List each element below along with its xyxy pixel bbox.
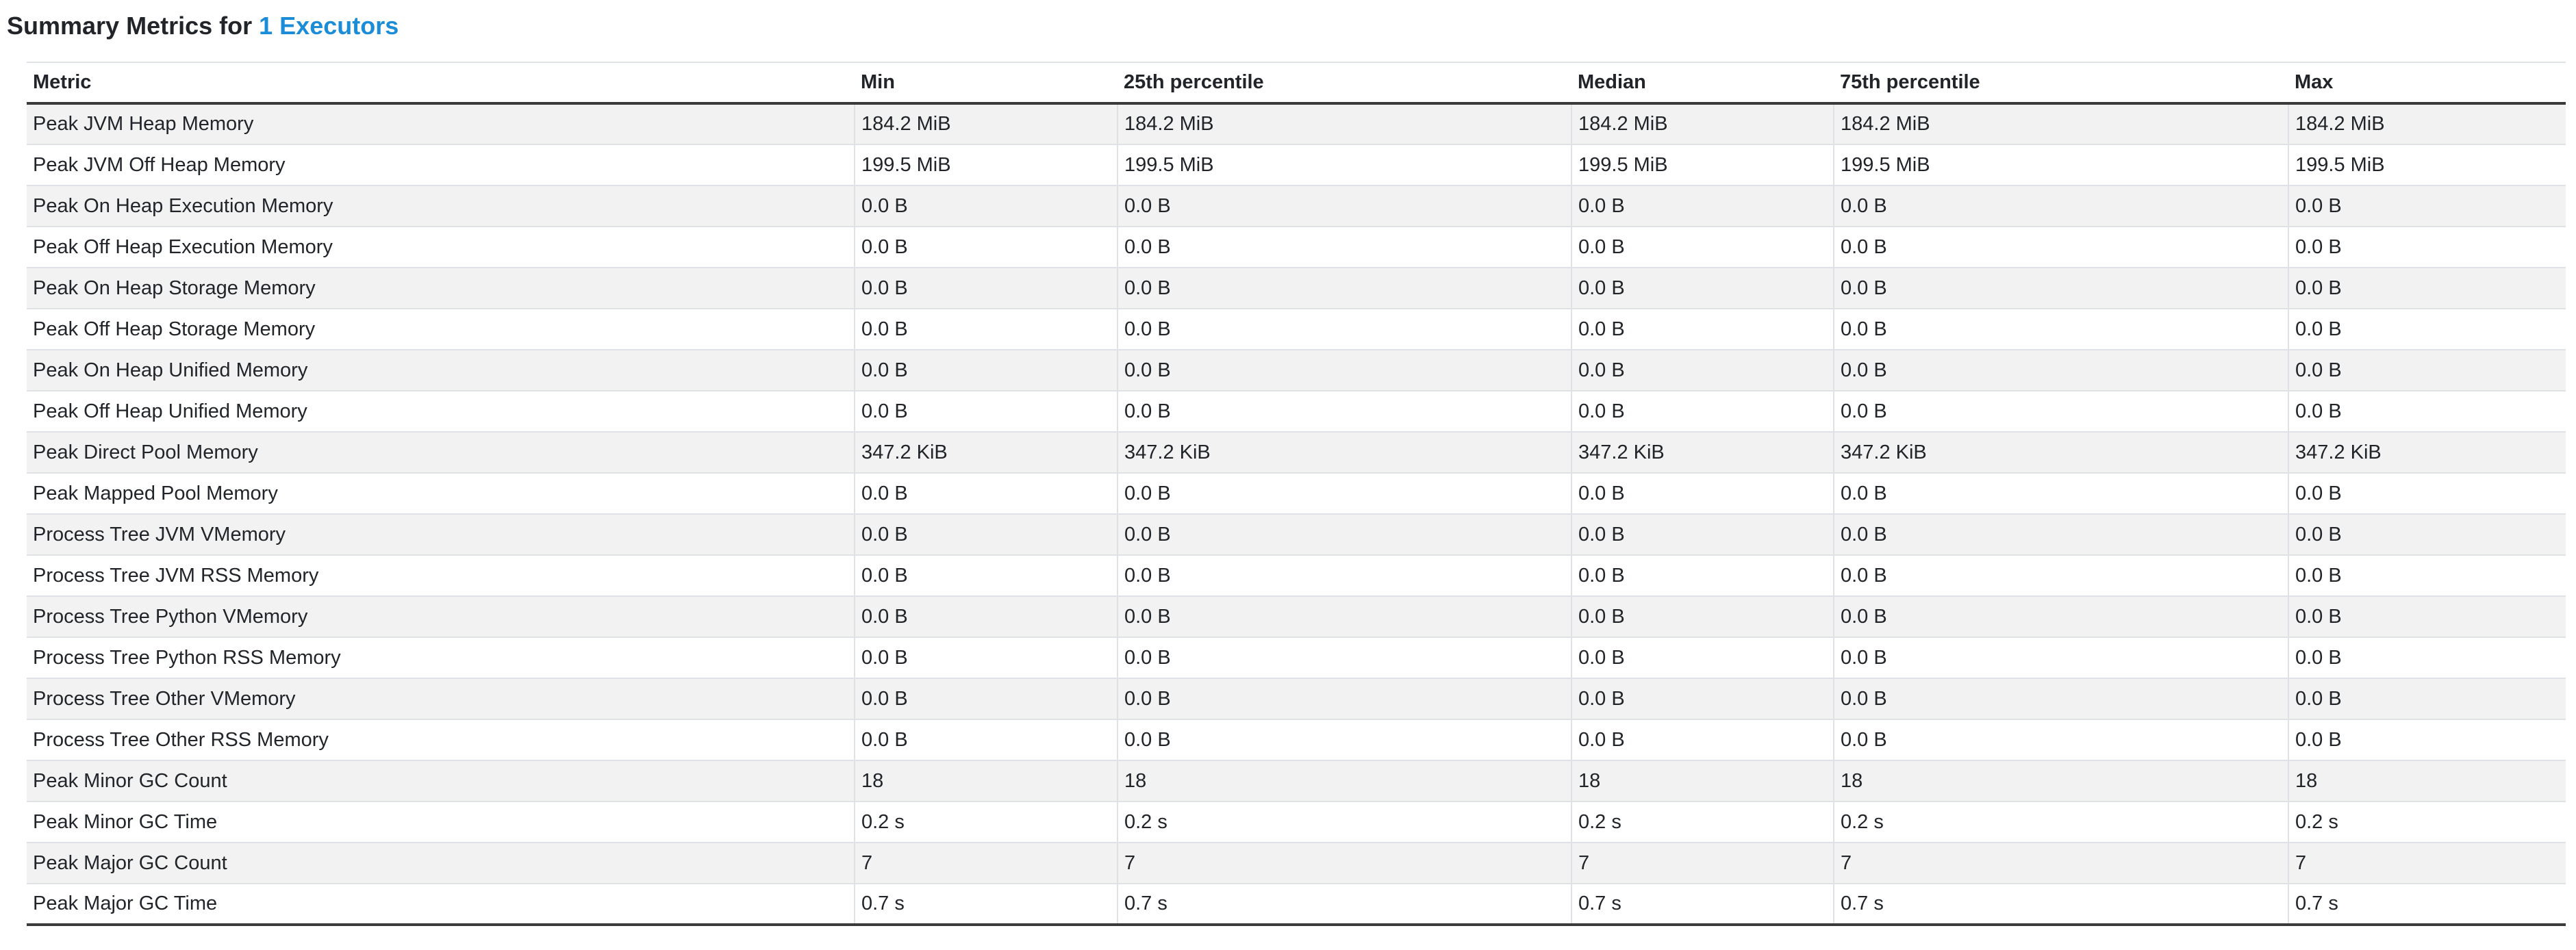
metric-cell: Peak Minor GC Count	[27, 760, 855, 801]
p75-cell: 0.0 B	[1834, 185, 2288, 227]
p25-cell: 0.0 B	[1117, 268, 1571, 309]
table-row	[27, 801, 2566, 843]
table-row	[27, 555, 2566, 596]
p25-cell: 0.0 B	[1117, 678, 1571, 719]
metric-cell: Peak On Heap Unified Memory	[27, 350, 855, 391]
column-header-metric[interactable]: Metric	[27, 62, 855, 103]
p25-cell: 184.2 MiB	[1117, 103, 1571, 144]
p25-cell: 7	[1117, 843, 1571, 884]
max-cell: 0.0 B	[2288, 678, 2566, 719]
p25-cell: 0.0 B	[1117, 391, 1571, 432]
max-cell: 18	[2288, 760, 2566, 801]
median-cell: 199.5 MiB	[1571, 144, 1834, 185]
metric-cell: Peak On Heap Execution Memory	[27, 185, 855, 227]
metric-cell: Peak Mapped Pool Memory	[27, 473, 855, 514]
page-title	[7, 5, 399, 47]
p75-cell: 0.0 B	[1834, 227, 2288, 268]
median-cell: 0.0 B	[1571, 227, 1834, 268]
table-row	[27, 268, 2566, 309]
min-cell: 0.0 B	[855, 596, 1117, 637]
median-cell: 0.0 B	[1571, 678, 1834, 719]
median-cell: 18	[1571, 760, 1834, 801]
p75-cell: 0.0 B	[1834, 309, 2288, 350]
p25-cell: 0.0 B	[1117, 350, 1571, 391]
p75-cell: 0.0 B	[1834, 350, 2288, 391]
median-cell: 0.0 B	[1571, 268, 1834, 309]
p75-cell: 199.5 MiB	[1834, 144, 2288, 185]
p25-cell: 0.0 B	[1117, 637, 1571, 678]
table-row	[27, 843, 2566, 884]
p25-cell: 0.2 s	[1117, 801, 1571, 843]
min-cell: 7	[855, 843, 1117, 884]
max-cell: 0.0 B	[2288, 350, 2566, 391]
table-row	[27, 884, 2566, 925]
p25-cell: 0.0 B	[1117, 227, 1571, 268]
summary-metrics-table-container	[27, 62, 2566, 926]
table-row	[27, 760, 2566, 801]
table-header-row	[27, 62, 2566, 103]
max-cell: 0.2 s	[2288, 801, 2566, 843]
min-cell: 0.0 B	[855, 719, 1117, 760]
median-cell: 0.0 B	[1571, 309, 1834, 350]
median-cell: 0.0 B	[1571, 514, 1834, 555]
table-row	[27, 103, 2566, 144]
median-cell: 0.7 s	[1571, 884, 1834, 925]
table-row	[27, 596, 2566, 637]
metric-cell: Process Tree Python RSS Memory	[27, 637, 855, 678]
min-cell: 0.0 B	[855, 185, 1117, 227]
max-cell: 0.0 B	[2288, 185, 2566, 227]
p75-cell: 347.2 KiB	[1834, 432, 2288, 473]
median-cell: 0.0 B	[1571, 637, 1834, 678]
p25-cell: 0.0 B	[1117, 719, 1571, 760]
metric-cell: Process Tree Python VMemory	[27, 596, 855, 637]
median-cell: 0.0 B	[1571, 391, 1834, 432]
table-row	[27, 185, 2566, 227]
min-cell: 0.0 B	[855, 637, 1117, 678]
median-cell: 347.2 KiB	[1571, 432, 1834, 473]
max-cell: 0.0 B	[2288, 268, 2566, 309]
max-cell: 0.0 B	[2288, 719, 2566, 760]
min-cell: 0.0 B	[855, 268, 1117, 309]
metric-cell: Peak Off Heap Storage Memory	[27, 309, 855, 350]
p75-cell: 0.0 B	[1834, 391, 2288, 432]
metric-cell: Process Tree Other VMemory	[27, 678, 855, 719]
p75-cell: 0.0 B	[1834, 596, 2288, 637]
metric-cell: Peak Major GC Time	[27, 884, 855, 925]
max-cell: 0.0 B	[2288, 391, 2566, 432]
min-cell: 347.2 KiB	[855, 432, 1117, 473]
table-row	[27, 350, 2566, 391]
p75-cell: 0.0 B	[1834, 678, 2288, 719]
max-cell: 7	[2288, 843, 2566, 884]
p25-cell: 0.7 s	[1117, 884, 1571, 925]
p75-cell: 184.2 MiB	[1834, 103, 2288, 144]
column-header-75th-percentile[interactable]: 75th percentile	[1834, 62, 2288, 103]
metric-cell: Peak JVM Heap Memory	[27, 103, 855, 144]
table-row	[27, 678, 2566, 719]
p75-cell: 0.0 B	[1834, 473, 2288, 514]
p75-cell: 0.7 s	[1834, 884, 2288, 925]
table-row	[27, 637, 2566, 678]
metric-cell: Peak Off Heap Unified Memory	[27, 391, 855, 432]
median-cell: 0.0 B	[1571, 719, 1834, 760]
p25-cell: 0.0 B	[1117, 596, 1571, 637]
min-cell: 0.0 B	[855, 350, 1117, 391]
p25-cell: 0.0 B	[1117, 473, 1571, 514]
metric-cell: Process Tree Other RSS Memory	[27, 719, 855, 760]
min-cell: 0.2 s	[855, 801, 1117, 843]
min-cell: 0.0 B	[855, 309, 1117, 350]
column-header-max[interactable]: Max	[2288, 62, 2566, 103]
min-cell: 0.0 B	[855, 227, 1117, 268]
min-cell: 0.0 B	[855, 473, 1117, 514]
metric-cell: Peak Major GC Count	[27, 843, 855, 884]
metric-cell: Peak Off Heap Execution Memory	[27, 227, 855, 268]
p25-cell: 199.5 MiB	[1117, 144, 1571, 185]
table-row	[27, 391, 2566, 432]
executors-link[interactable]: 1 Executors	[259, 12, 399, 40]
p75-cell: 7	[1834, 843, 2288, 884]
metric-cell: Process Tree JVM VMemory	[27, 514, 855, 555]
column-header-25th-percentile[interactable]: 25th percentile	[1117, 62, 1571, 103]
p25-cell: 0.0 B	[1117, 514, 1571, 555]
metric-cell: Process Tree JVM RSS Memory	[27, 555, 855, 596]
column-header-min[interactable]: Min	[855, 62, 1117, 103]
table-row	[27, 309, 2566, 350]
min-cell: 184.2 MiB	[855, 103, 1117, 144]
median-cell: 0.0 B	[1571, 185, 1834, 227]
min-cell: 0.7 s	[855, 884, 1117, 925]
max-cell: 0.0 B	[2288, 596, 2566, 637]
p25-cell: 0.0 B	[1117, 185, 1571, 227]
max-cell: 0.0 B	[2288, 637, 2566, 678]
p25-cell: 0.0 B	[1117, 555, 1571, 596]
p75-cell: 0.2 s	[1834, 801, 2288, 843]
table-row	[27, 514, 2566, 555]
max-cell: 0.7 s	[2288, 884, 2566, 925]
metric-cell: Peak Direct Pool Memory	[27, 432, 855, 473]
metric-cell: Peak On Heap Storage Memory	[27, 268, 855, 309]
max-cell: 0.0 B	[2288, 227, 2566, 268]
median-cell: 184.2 MiB	[1571, 103, 1834, 144]
min-cell: 199.5 MiB	[855, 144, 1117, 185]
max-cell: 199.5 MiB	[2288, 144, 2566, 185]
median-cell: 7	[1571, 843, 1834, 884]
p75-cell: 0.0 B	[1834, 637, 2288, 678]
p75-cell: 0.0 B	[1834, 268, 2288, 309]
median-cell: 0.2 s	[1571, 801, 1834, 843]
table-row	[27, 473, 2566, 514]
summary-metrics-table	[27, 62, 2566, 926]
max-cell: 0.0 B	[2288, 309, 2566, 350]
median-cell: 0.0 B	[1571, 350, 1834, 391]
max-cell: 347.2 KiB	[2288, 432, 2566, 473]
min-cell: 0.0 B	[855, 678, 1117, 719]
p75-cell: 0.0 B	[1834, 555, 2288, 596]
p25-cell: 347.2 KiB	[1117, 432, 1571, 473]
table-row	[27, 227, 2566, 268]
median-cell: 0.0 B	[1571, 473, 1834, 514]
metric-cell: Peak JVM Off Heap Memory	[27, 144, 855, 185]
median-cell: 0.0 B	[1571, 555, 1834, 596]
table-row	[27, 432, 2566, 473]
p25-cell: 18	[1117, 760, 1571, 801]
column-header-median[interactable]: Median	[1571, 62, 1834, 103]
max-cell: 184.2 MiB	[2288, 103, 2566, 144]
median-cell: 0.0 B	[1571, 596, 1834, 637]
table-row	[27, 719, 2566, 760]
max-cell: 0.0 B	[2288, 514, 2566, 555]
metric-cell: Peak Minor GC Time	[27, 801, 855, 843]
p25-cell: 0.0 B	[1117, 309, 1571, 350]
max-cell: 0.0 B	[2288, 473, 2566, 514]
table-row	[27, 144, 2566, 185]
table-body	[27, 103, 2566, 925]
p75-cell: 0.0 B	[1834, 514, 2288, 555]
p75-cell: 18	[1834, 760, 2288, 801]
min-cell: 18	[855, 760, 1117, 801]
title-prefix: Summary Metrics for	[7, 12, 253, 40]
min-cell: 0.0 B	[855, 514, 1117, 555]
p75-cell: 0.0 B	[1834, 719, 2288, 760]
min-cell: 0.0 B	[855, 555, 1117, 596]
min-cell: 0.0 B	[855, 391, 1117, 432]
max-cell: 0.0 B	[2288, 555, 2566, 596]
